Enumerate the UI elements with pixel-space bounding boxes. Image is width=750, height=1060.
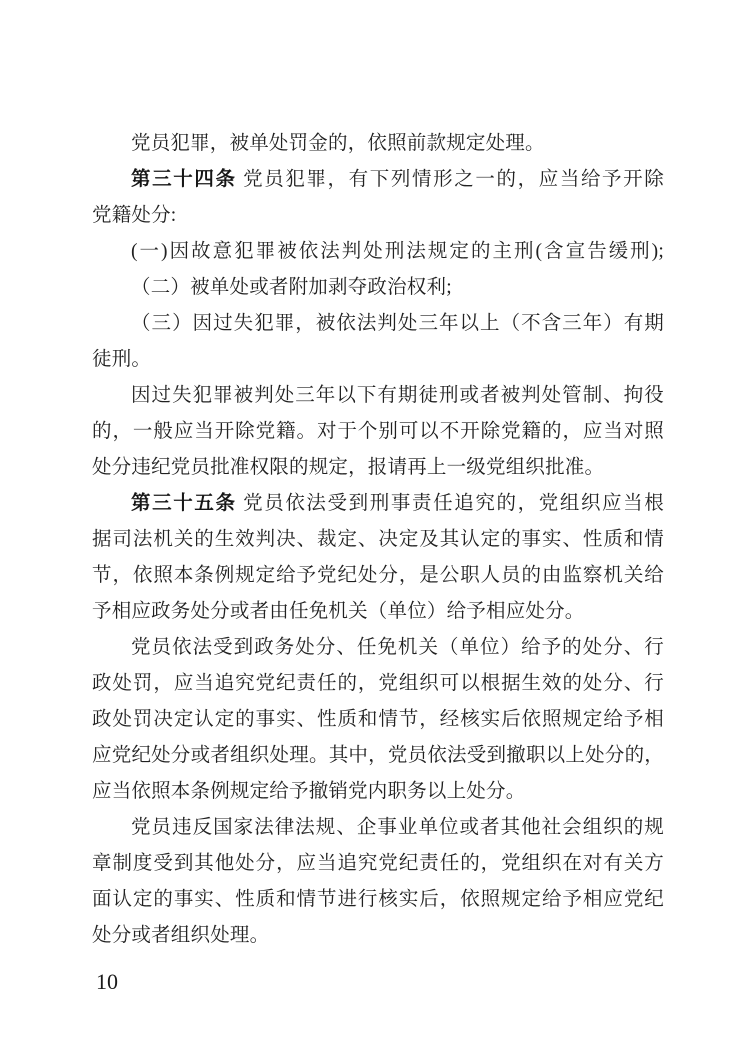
text-line <box>92 234 664 270</box>
text-run: 应党纪处分或者组织处理。其中，党员依法受到撤职以上处分的， <box>92 745 664 766</box>
text-line <box>92 486 664 522</box>
text-run: 的，一般应当开除党籍。对于个别可以不开除党籍的，应当对照 <box>92 421 664 442</box>
text-run: 节，依照本条例规定给予党纪处分，是公职人员的由监察机关给 <box>92 565 664 586</box>
text-run: 政处罚，应当追究党纪责任的，党组织可以根据生效的处分、行 <box>92 673 664 694</box>
text-run: 予相应政务处分或者由任免机关（单位）给予相应处分。 <box>92 601 585 622</box>
text-line <box>92 342 664 378</box>
text-line <box>92 162 664 198</box>
text-line <box>92 738 664 774</box>
text-line <box>92 306 664 342</box>
article-number: 第三十五条 <box>131 493 237 514</box>
text-run: 徒刑。 <box>92 349 152 370</box>
text-line <box>92 270 664 306</box>
text-run: 应当依照本条例规定给予撤销党内职务以上处分。 <box>92 781 526 802</box>
text-run: 党员依法受到政务处分、任免机关（单位）给予的处分、行 <box>131 637 664 658</box>
text-line <box>92 918 664 954</box>
text-line <box>92 630 664 666</box>
text-line <box>92 378 664 414</box>
text-run: （二）被单处或者附加剥夺政治权利; <box>131 277 452 298</box>
text-run: 政处罚决定认定的事实、性质和情节，经核实后依照规定给予相 <box>92 709 664 730</box>
text-line <box>92 594 664 630</box>
text-run: 处分违纪党员批准权限的规定，报请再上一级党组织批准。 <box>92 457 605 478</box>
article-number: 第三十四条 <box>131 169 237 190</box>
text-run: 面认定的事实、性质和情节进行核实后，依照规定给予相应党纪 <box>92 889 664 910</box>
text-run: 党员依法受到刑事责任追究的，党组织应当根 <box>236 493 664 514</box>
text-run: 党员犯罪，被单处罚金的，依照前款规定处理。 <box>131 133 545 154</box>
text-line <box>92 846 664 882</box>
document-body <box>92 126 664 954</box>
text-line <box>92 198 664 234</box>
text-line <box>92 810 664 846</box>
page-number: 10 <box>96 969 118 994</box>
text-line <box>92 126 664 162</box>
text-run: 处分或者组织处理。 <box>92 925 270 946</box>
text-run: 章制度受到其他处分，应当追究党纪责任的，党组织在对有关方 <box>92 853 664 874</box>
text-run: 据司法机关的生效判决、裁定、决定及其认定的事实、性质和情 <box>92 529 664 550</box>
text-line <box>92 702 664 738</box>
text-run: （三）因过失犯罪，被依法判处三年以上（不含三年）有期 <box>131 313 664 334</box>
text-run: 党员违反国家法律法规、企事业单位或者其他社会组织的规 <box>131 817 664 838</box>
text-line <box>92 882 664 918</box>
text-run: 党员犯罪，有下列情形之一的，应当给予开除 <box>236 169 664 190</box>
text-run: 党籍处分: <box>92 205 177 226</box>
text-line <box>92 522 664 558</box>
text-run: (一)因故意犯罪被依法判处刑法规定的主刑(含宣告缓刑); <box>131 241 664 262</box>
text-line <box>92 450 664 486</box>
text-run: 因过失犯罪被判处三年以下有期徒刑或者被判处管制、拘役 <box>131 385 664 406</box>
text-line <box>92 414 664 450</box>
text-line <box>92 558 664 594</box>
text-line <box>92 666 664 702</box>
text-line <box>92 774 664 810</box>
